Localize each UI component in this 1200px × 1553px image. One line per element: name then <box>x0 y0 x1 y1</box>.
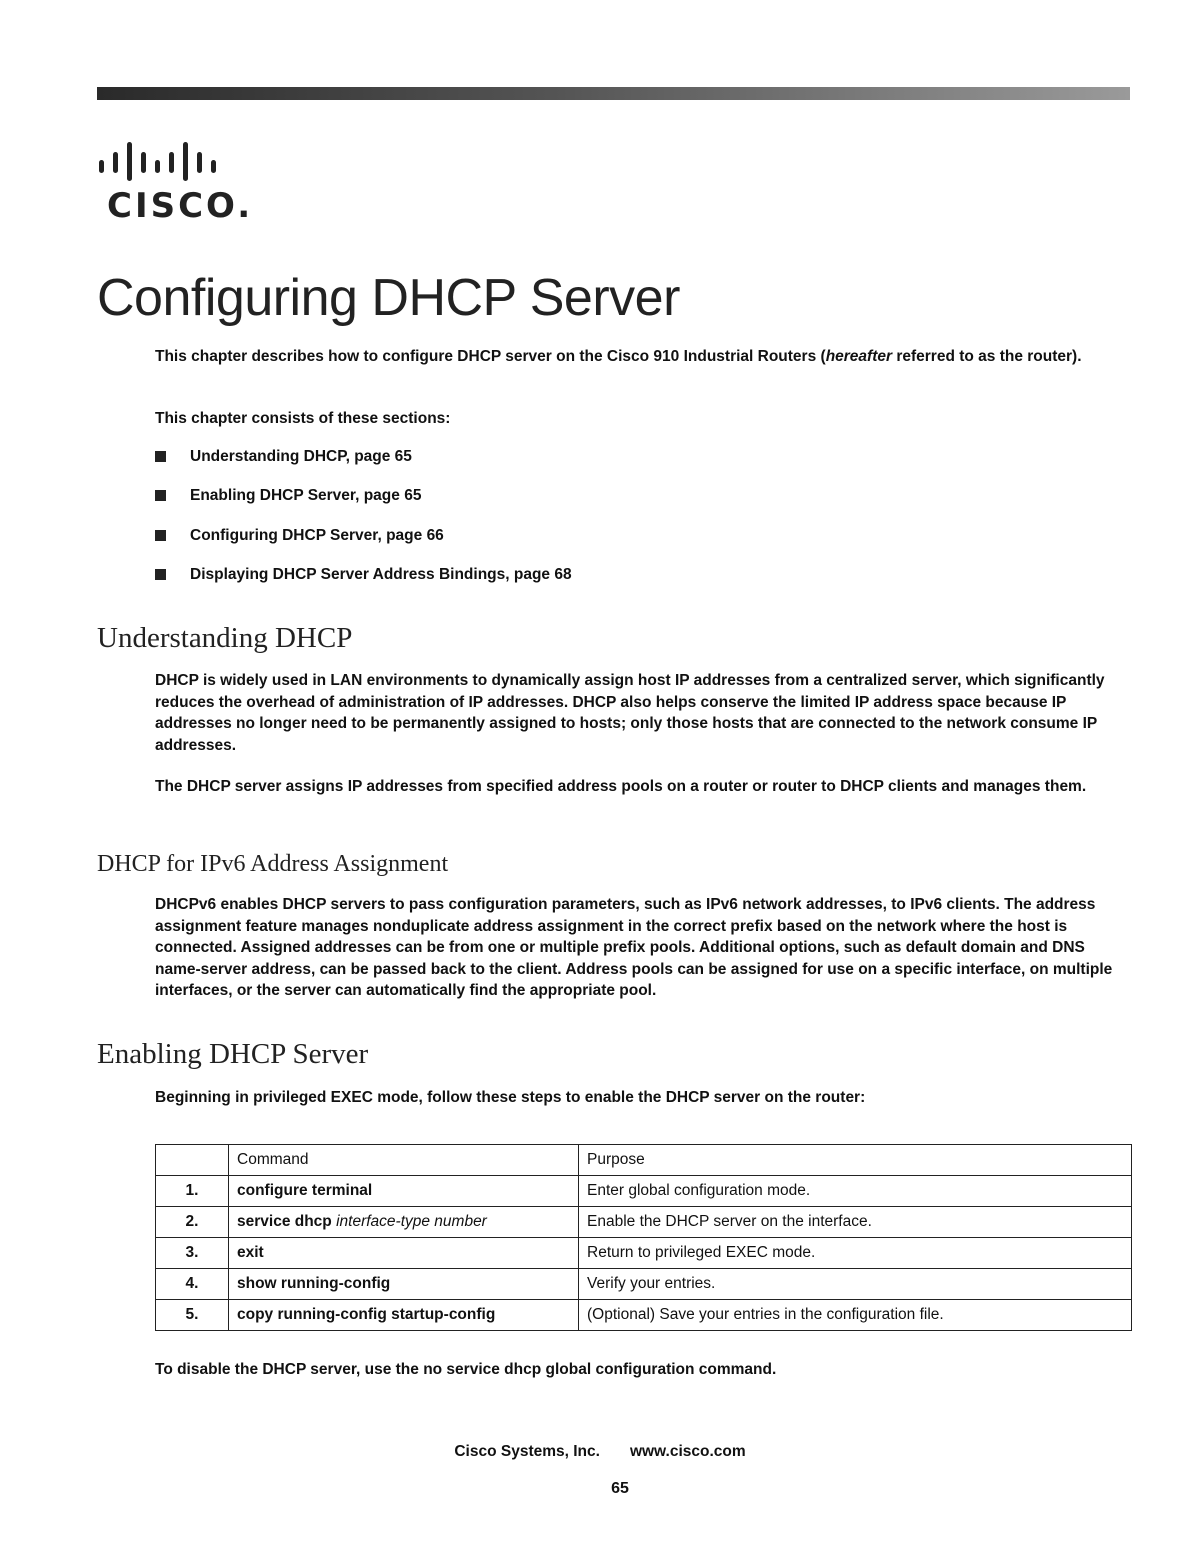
list-item[interactable]: Understanding DHCP, page 65 <box>155 446 572 485</box>
step-number: 4. <box>156 1269 229 1300</box>
step-number: 1. <box>156 1176 229 1207</box>
list-item[interactable]: Enabling DHCP Server, page 65 <box>155 485 572 524</box>
square-bullet-icon <box>155 490 166 501</box>
list-item[interactable]: Displaying DHCP Server Address Bindings, page 68 <box>155 564 572 603</box>
table-row <box>156 1300 1132 1331</box>
square-bullet-icon <box>155 530 166 541</box>
heading-dhcp-ipv6: DHCP for IPv6 Address Assignment <box>97 851 449 877</box>
step-number: 5. <box>156 1300 229 1331</box>
step-purpose: Enable the DHCP server on the interface. <box>579 1207 1132 1238</box>
cisco-logo <box>97 140 254 226</box>
step-purpose: (Optional) Save your entries in the configuration file. <box>579 1300 1132 1331</box>
step-purpose: Enter global configuration mode. <box>579 1176 1132 1207</box>
step-command: service dhcp interface-type number <box>229 1207 579 1238</box>
heading-enabling-dhcp: Enabling DHCP Server <box>97 1038 369 1070</box>
table-header-row <box>156 1145 1132 1176</box>
square-bullet-icon <box>155 451 166 462</box>
page-number: 65 <box>611 1480 629 1497</box>
header-rule <box>97 87 1130 100</box>
page-footer <box>0 1443 1200 1461</box>
chapter-title: Configuring DHCP Server <box>97 269 680 327</box>
heading-understanding-dhcp: Understanding DHCP <box>97 622 353 654</box>
intro-emphasis: hereafter <box>825 348 893 365</box>
footer-url[interactable]: www.cisco.com <box>629 1443 746 1460</box>
step-purpose: Verify your entries. <box>579 1269 1132 1300</box>
understanding-paragraph-2: The DHCP server assigns IP addresses from specified address pools on a router or router to DHCP clients and manages them. <box>155 778 1087 795</box>
steps-table <box>155 1144 1132 1331</box>
table-row <box>156 1238 1132 1269</box>
step-command: configure terminal <box>229 1176 579 1207</box>
enabling-intro: Beginning in privileged EXEC mode, follow these steps to enable the DHCP server on the router: <box>155 1089 866 1106</box>
disable-command: no service dhcp <box>423 1361 542 1378</box>
step-command: show running-config <box>229 1269 579 1300</box>
square-bullet-icon <box>155 569 166 580</box>
step-command: exit <box>229 1238 579 1269</box>
header-command: Command <box>229 1145 579 1176</box>
header-step <box>156 1145 229 1176</box>
step-number: 3. <box>156 1238 229 1269</box>
list-item[interactable]: Configuring DHCP Server, page 66 <box>155 525 572 564</box>
table-row <box>156 1176 1132 1207</box>
step-purpose: Return to privileged EXEC mode. <box>579 1238 1132 1269</box>
disable-note: To disable the DHCP server, use the no service dhcp global configuration command. <box>155 1361 777 1378</box>
intro-paragraph: This chapter describes how to configure DHCP server on the Cisco 910 Industrial Routers (hereafter referred to as the router). <box>155 348 1082 365</box>
section-list <box>155 446 572 603</box>
ipv6-paragraph: DHCPv6 enables DHCP servers to pass configuration parameters, such as IPv6 network addresses, to IPv6 clients. The address assignment feature manages nonduplicate address assignment in the correct prefix based on the network where the host is connected. Assigned addresses can be from one or multiple prefix pools. Additional options, such as default domain and DNS name-server address, can be passed back to the client. Address pools can be assigned for use on a specific interface, on multiple interfaces, or the server can automatically find the appropriate pool. <box>155 896 1113 999</box>
step-number: 2. <box>156 1207 229 1238</box>
cisco-bars-icon <box>97 140 247 185</box>
table-row <box>156 1207 1132 1238</box>
footer-company: Cisco Systems, Inc. <box>454 1443 600 1460</box>
sections-label: This chapter consists of these sections: <box>155 410 451 427</box>
table-row <box>156 1269 1132 1300</box>
understanding-paragraph-1: DHCP is widely used in LAN environments to dynamically assign host IP addresses from a centralized server, which significantly reduces the overhead of administration of IP addresses. DHCP also helps conserve the limited IP address space because IP addresses no longer need to be permanently assigned to hosts; only those hosts that are connected to the network consume IP addresses. <box>155 672 1105 754</box>
header-purpose: Purpose <box>579 1145 1132 1176</box>
cisco-wordmark: CISCO. <box>107 186 254 226</box>
step-command: copy running-config startup-config <box>229 1300 579 1331</box>
